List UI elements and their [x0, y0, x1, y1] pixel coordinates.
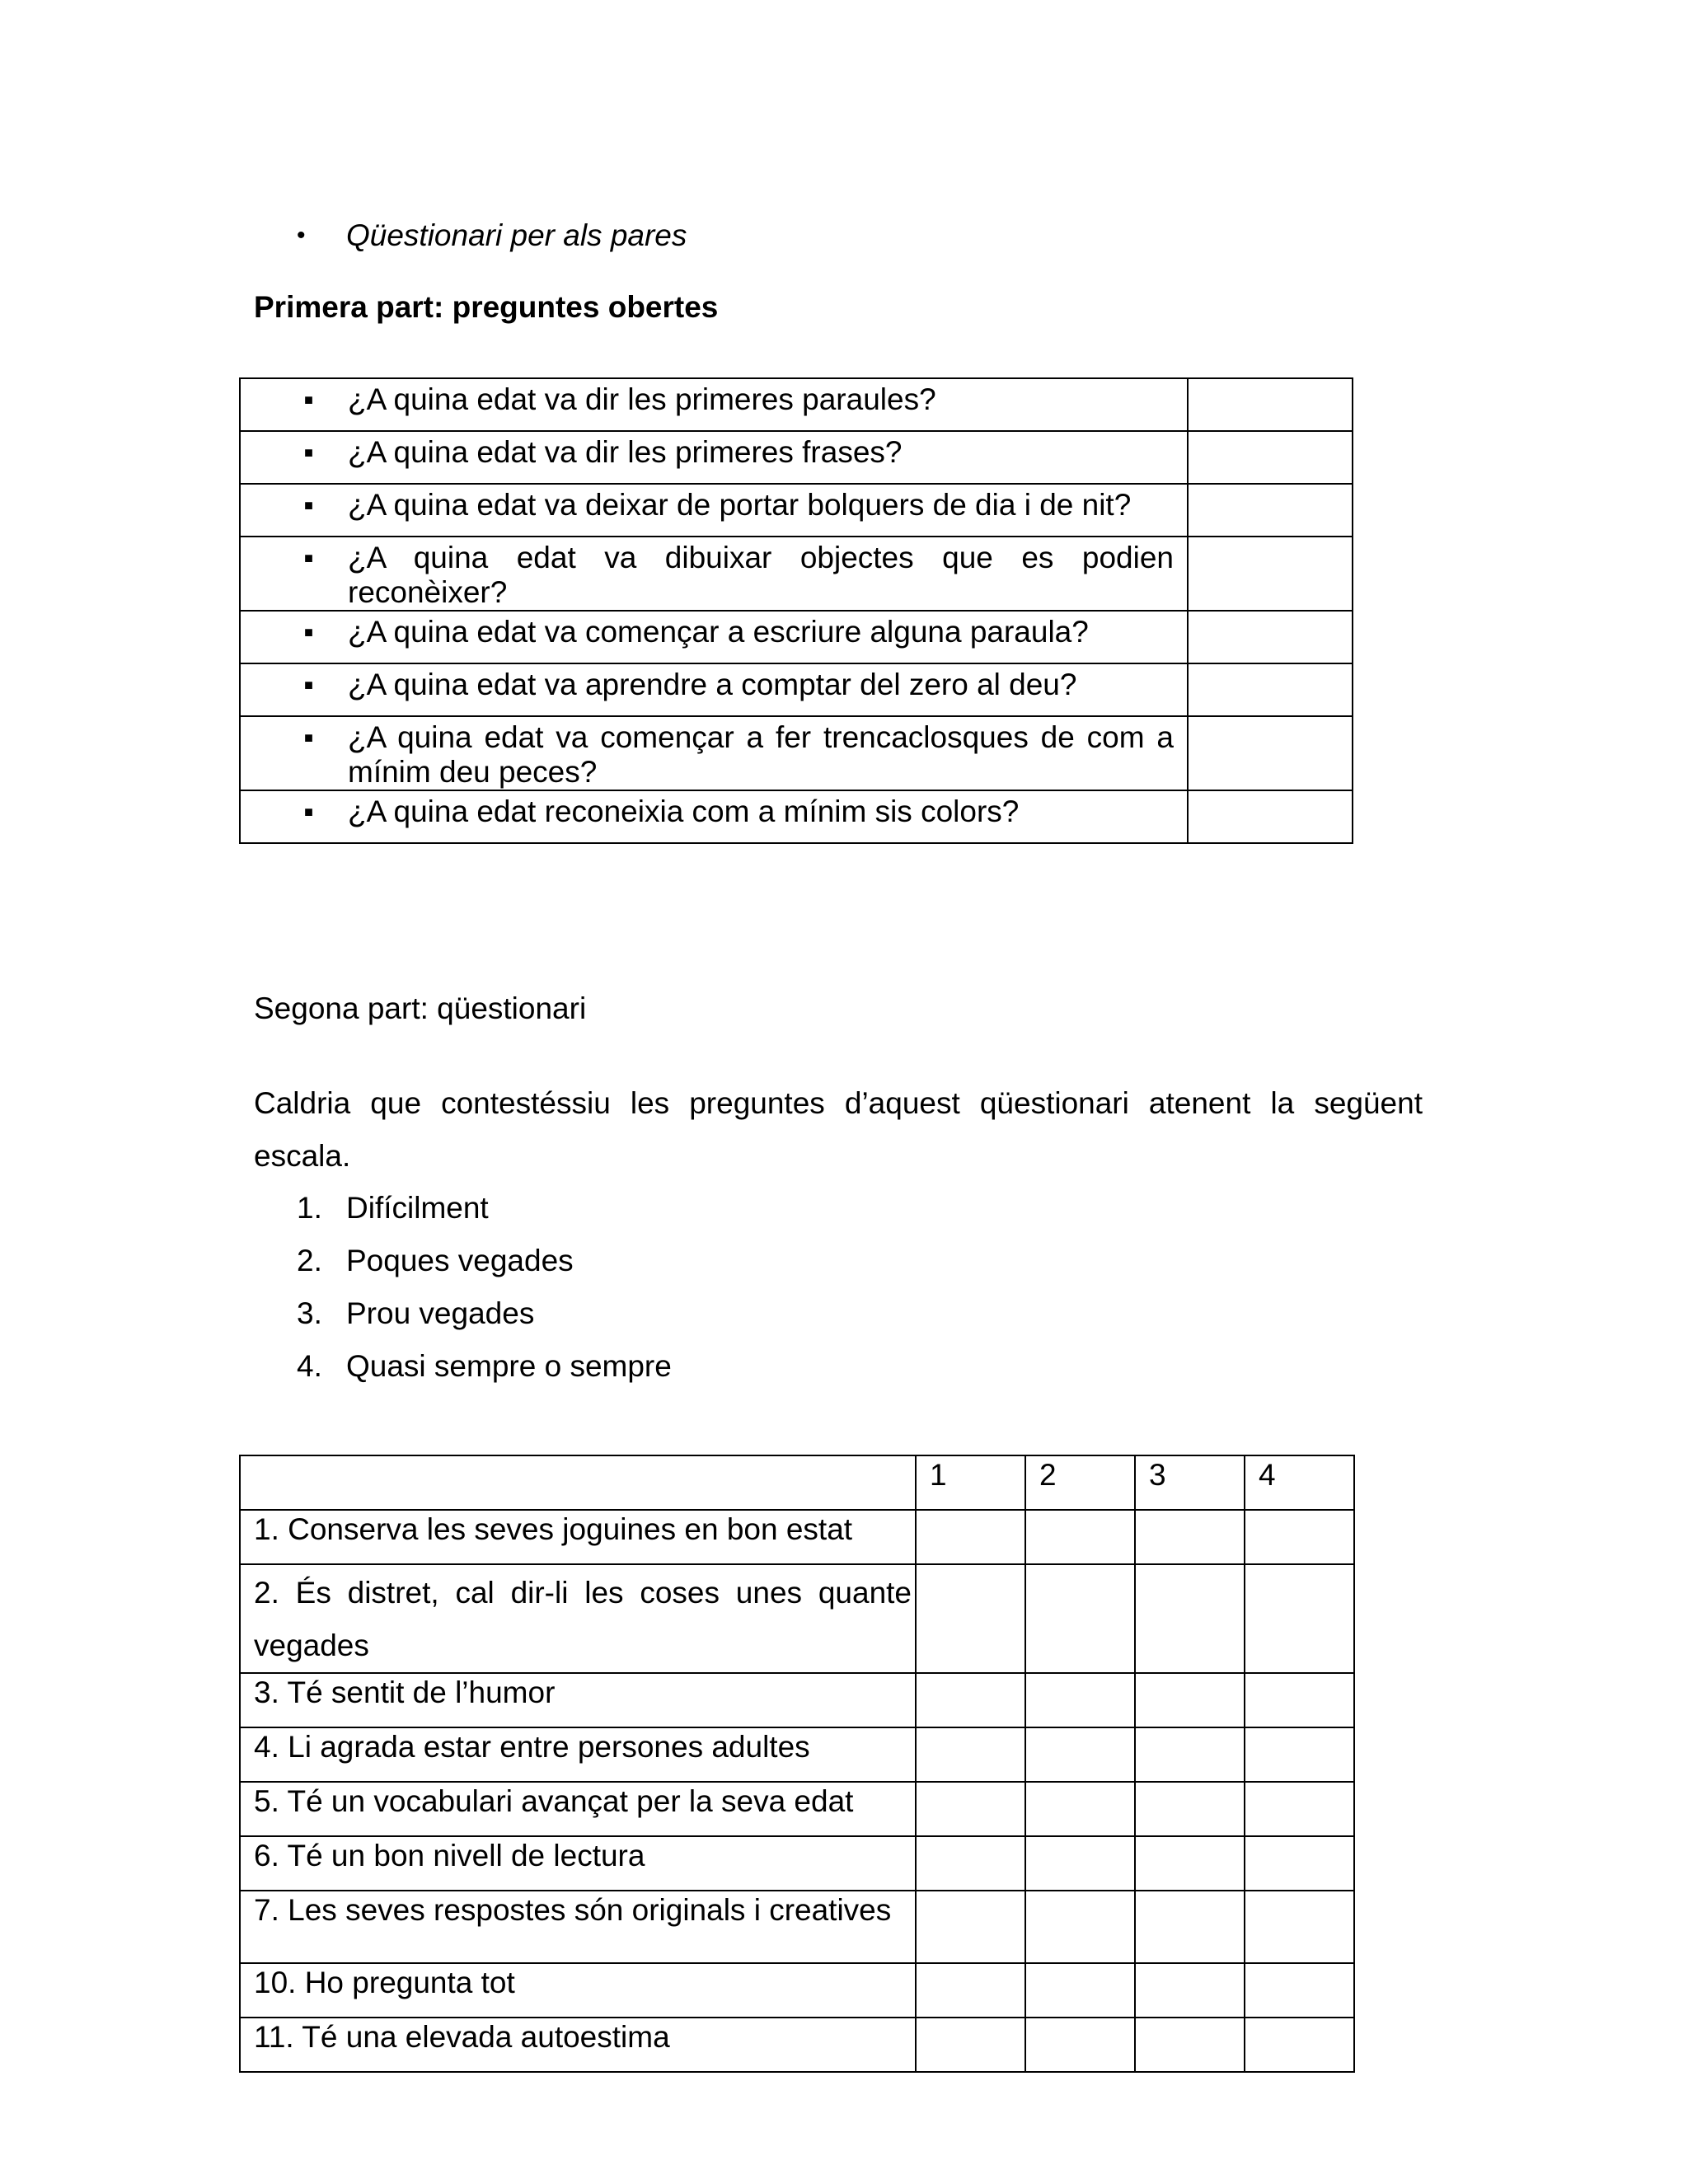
- rating-cell[interactable]: [916, 1564, 1025, 1673]
- item-label: 2. És distret, cal dir-li les coses unes quante vegades: [240, 1564, 916, 1673]
- rating-cell[interactable]: [916, 1727, 1025, 1782]
- rating-cell[interactable]: [1025, 1782, 1135, 1836]
- question-cell: [240, 663, 1188, 716]
- table-row: [240, 790, 1353, 843]
- rating-cell[interactable]: [916, 1510, 1025, 1564]
- table-header-row: [240, 1455, 1354, 1510]
- table-row: [240, 1727, 1354, 1782]
- question-text: ¿A quina edat va aprendre a comptar del zero al deu?: [348, 668, 1077, 701]
- rating-cell[interactable]: [1135, 1891, 1245, 1963]
- rating-cell[interactable]: [1025, 1963, 1135, 2018]
- rating-cell[interactable]: [916, 1673, 1025, 1727]
- question-text: ¿A quina edat va començar a escriure alguna paraula?: [348, 615, 1089, 649]
- answer-cell[interactable]: [1188, 663, 1353, 716]
- item-label: 3. Té sentit de l’humor: [240, 1673, 916, 1727]
- scale-list: [297, 1182, 672, 1393]
- answer-cell[interactable]: [1188, 537, 1353, 611]
- rating-cell[interactable]: [1025, 1564, 1135, 1673]
- rating-cell[interactable]: [1135, 1836, 1245, 1891]
- question-text: ¿A quina edat va dir les primeres frases?: [348, 435, 903, 469]
- question-text: ¿A quina edat va dir les primeres paraules?: [348, 382, 936, 416]
- answer-cell[interactable]: [1188, 378, 1353, 431]
- rating-cell[interactable]: [916, 2018, 1025, 2072]
- question-cell: [240, 716, 1188, 790]
- rating-cell[interactable]: [1245, 2018, 1354, 2072]
- question-cell: [240, 431, 1188, 484]
- rating-cell[interactable]: [1245, 1782, 1354, 1836]
- rating-cell[interactable]: [916, 1963, 1025, 2018]
- list-item: [297, 1235, 672, 1287]
- column-header: 3: [1135, 1455, 1245, 1510]
- scale-label: Quasi sempre o sempre: [346, 1349, 672, 1383]
- table-row: [240, 1673, 1354, 1727]
- rating-cell[interactable]: [1245, 1673, 1354, 1727]
- square-bullet-icon: ■: [304, 550, 313, 566]
- scale-number: 1.: [297, 1191, 322, 1225]
- list-item: [297, 1340, 672, 1393]
- table-row: [240, 1782, 1354, 1836]
- rating-cell[interactable]: [1135, 1782, 1245, 1836]
- question-text: ¿A quina edat va començar a fer trencaclosques de com a mínim deu peces?: [348, 720, 1174, 789]
- table-row: [240, 378, 1353, 431]
- table-row: [240, 716, 1353, 790]
- question-cell: [240, 611, 1188, 663]
- question-cell: [240, 537, 1188, 611]
- table-row: [240, 1963, 1354, 2018]
- part2-intro: Caldria que contestéssiu les preguntes d’aquest qüestionari atenent la següent escala.: [254, 1086, 1423, 1173]
- table-row: [240, 1564, 1354, 1673]
- rating-cell[interactable]: [1135, 2018, 1245, 2072]
- scale-label: Poques vegades: [346, 1244, 574, 1277]
- questionnaire-heading: [297, 216, 687, 255]
- rating-cell[interactable]: [916, 1891, 1025, 1963]
- square-bullet-icon: ■: [304, 729, 313, 746]
- question-text: ¿A quina edat reconeixia com a mínim sis colors?: [348, 794, 1020, 828]
- part2-title: Segona part: qüestionari: [254, 991, 587, 1025]
- rating-cell[interactable]: [1245, 1963, 1354, 2018]
- empty-header-cell: [240, 1455, 916, 1510]
- list-item: [297, 1182, 672, 1235]
- table-row: [240, 611, 1353, 663]
- column-header: 1: [916, 1455, 1025, 1510]
- square-bullet-icon: ■: [304, 391, 313, 408]
- item-label: 11. Té una elevada autoestima: [240, 2018, 916, 2072]
- rating-cell[interactable]: [916, 1836, 1025, 1891]
- part1-title: Primera part: preguntes obertes: [254, 290, 719, 324]
- rating-cell[interactable]: [1025, 1836, 1135, 1891]
- square-bullet-icon: ■: [304, 444, 313, 461]
- answer-cell[interactable]: [1188, 716, 1353, 790]
- rating-cell[interactable]: [1245, 1836, 1354, 1891]
- table-row: [240, 537, 1353, 611]
- table-row: [240, 1510, 1354, 1564]
- question-cell: [240, 378, 1188, 431]
- rating-cell[interactable]: [1135, 1510, 1245, 1564]
- square-bullet-icon: ■: [304, 497, 313, 513]
- open-questions-table: [239, 377, 1353, 844]
- bullet-icon: •: [297, 222, 306, 249]
- square-bullet-icon: ■: [304, 804, 313, 820]
- question-cell: [240, 790, 1188, 843]
- rating-cell[interactable]: [1025, 2018, 1135, 2072]
- item-label: 4. Li agrada estar entre persones adultes: [240, 1727, 916, 1782]
- item-label: 7. Les seves respostes són originals i creatives: [240, 1891, 916, 1963]
- scale-label: Prou vegades: [346, 1296, 535, 1330]
- scale-number: 4.: [297, 1349, 322, 1383]
- table-row: [240, 663, 1353, 716]
- rating-cell[interactable]: [1135, 1564, 1245, 1673]
- table-row: [240, 1891, 1354, 1963]
- table-row: [240, 484, 1353, 537]
- column-header: 4: [1245, 1455, 1354, 1510]
- item-label: 10. Ho pregunta tot: [240, 1963, 916, 2018]
- square-bullet-icon: ■: [304, 677, 313, 693]
- rating-table: [239, 1455, 1355, 2073]
- column-header: 2: [1025, 1455, 1135, 1510]
- scale-label: Difícilment: [346, 1191, 489, 1225]
- list-item: [297, 1287, 672, 1340]
- table-row: [240, 431, 1353, 484]
- item-label: 5. Té un vocabulari avançat per la seva edat: [240, 1782, 916, 1836]
- item-label: 6. Té un bon nivell de lectura: [240, 1836, 916, 1891]
- answer-cell[interactable]: [1188, 611, 1353, 663]
- rating-cell[interactable]: [1245, 1510, 1354, 1564]
- rating-cell[interactable]: [1025, 1510, 1135, 1564]
- question-text: ¿A quina edat va deixar de portar bolquers de dia i de nit?: [348, 488, 1132, 522]
- rating-cell[interactable]: [1135, 1673, 1245, 1727]
- question-text: ¿A quina edat va dibuixar objectes que es podien reconèixer?: [348, 541, 1174, 609]
- rating-cell[interactable]: [1245, 1727, 1354, 1782]
- rating-cell[interactable]: [1025, 1673, 1135, 1727]
- question-cell: [240, 484, 1188, 537]
- rating-cell[interactable]: [1245, 1564, 1354, 1673]
- answer-cell[interactable]: [1188, 484, 1353, 537]
- scale-number: 3.: [297, 1296, 322, 1330]
- answer-cell[interactable]: [1188, 431, 1353, 484]
- rating-cell[interactable]: [916, 1782, 1025, 1836]
- rating-cell[interactable]: [1135, 1963, 1245, 2018]
- rating-cell[interactable]: [1245, 1891, 1354, 1963]
- questionnaire-title: Qüestionari per als pares: [346, 218, 687, 252]
- table-row: [240, 2018, 1354, 2072]
- table-row: [240, 1836, 1354, 1891]
- item-label: 1. Conserva les seves joguines en bon estat: [240, 1510, 916, 1564]
- rating-cell[interactable]: [1025, 1727, 1135, 1782]
- rating-cell[interactable]: [1025, 1891, 1135, 1963]
- scale-number: 2.: [297, 1244, 322, 1277]
- square-bullet-icon: ■: [304, 624, 313, 640]
- answer-cell[interactable]: [1188, 790, 1353, 843]
- rating-cell[interactable]: [1135, 1727, 1245, 1782]
